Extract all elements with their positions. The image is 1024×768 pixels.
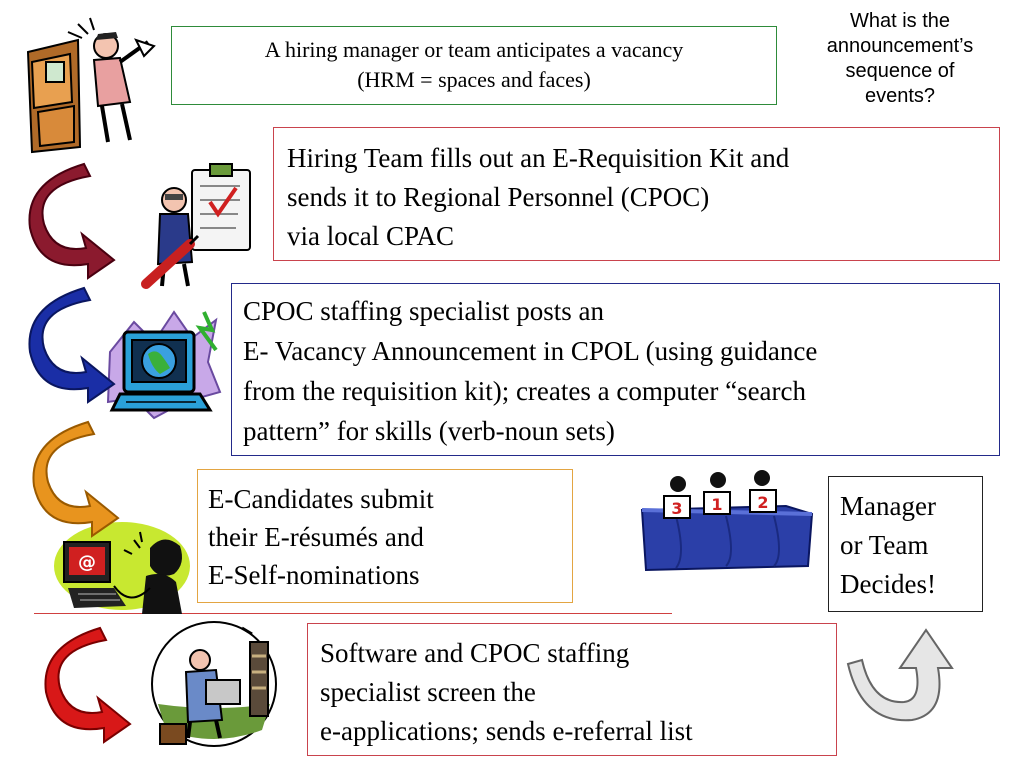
globe-computer-icon bbox=[104, 302, 224, 422]
step-decide-box bbox=[828, 476, 983, 612]
step-line: E-Self-nominations bbox=[208, 560, 420, 590]
step-line: e-applications; sends e-referral list bbox=[320, 716, 693, 746]
step-line: specialist screen the bbox=[320, 677, 536, 707]
judge-card-text: 1 bbox=[711, 495, 723, 514]
step-line: Hiring Team fills out an E-Requisition Kit and bbox=[287, 143, 790, 173]
step-requisition-box bbox=[273, 127, 1000, 261]
step-line: or Team bbox=[840, 530, 929, 560]
step-line: (HRM = spaces and faces) bbox=[357, 67, 591, 92]
curved-down-arrow-icon bbox=[28, 292, 118, 404]
filing-office-icon bbox=[150, 620, 280, 750]
curved-down-arrow-icon bbox=[44, 632, 134, 744]
step-anticipate-box bbox=[171, 26, 777, 105]
step-line: E- Vacancy Announcement in CPOL (using guidance bbox=[243, 336, 818, 366]
step-post-box bbox=[231, 283, 1000, 456]
step-line: pattern” for skills (verb-noun sets) bbox=[243, 416, 615, 446]
step-line: their E-résumés and bbox=[208, 522, 424, 552]
step-line: sends it to Regional Personnel (CPOC) bbox=[287, 182, 710, 212]
judge-card-text: 3 bbox=[671, 499, 683, 518]
curved-up-arrow-icon bbox=[842, 628, 952, 732]
step-line: from the requisition kit); creates a computer “search bbox=[243, 376, 807, 406]
judging-panel-icon bbox=[636, 466, 816, 576]
step-line: E-Candidates submit bbox=[208, 484, 434, 514]
step-line: via local CPAC bbox=[287, 221, 455, 251]
step-line: CPOC staffing specialist posts an bbox=[243, 296, 604, 326]
question-line: sequence of bbox=[845, 60, 955, 82]
curved-down-arrow-icon bbox=[32, 426, 122, 538]
step-screen-box bbox=[307, 623, 837, 756]
question-line: events? bbox=[864, 85, 936, 107]
svg-text:@: @ bbox=[78, 552, 96, 573]
curved-down-arrow-icon bbox=[28, 168, 118, 280]
question-line: What is the bbox=[849, 10, 951, 32]
desk-worker-icon bbox=[18, 12, 158, 157]
judge-card-text: 2 bbox=[757, 493, 769, 512]
step-line: Manager bbox=[840, 491, 936, 521]
step-submit-box bbox=[197, 469, 573, 603]
clipboard-checklist-icon bbox=[140, 152, 260, 292]
question-text bbox=[812, 9, 988, 109]
step-line: Software and CPOC staffing bbox=[320, 638, 630, 668]
step-line: A hiring manager or team anticipates a vacancy bbox=[264, 37, 684, 62]
question-line: announcement’s bbox=[826, 35, 974, 57]
step-line: Decides! bbox=[840, 569, 936, 599]
